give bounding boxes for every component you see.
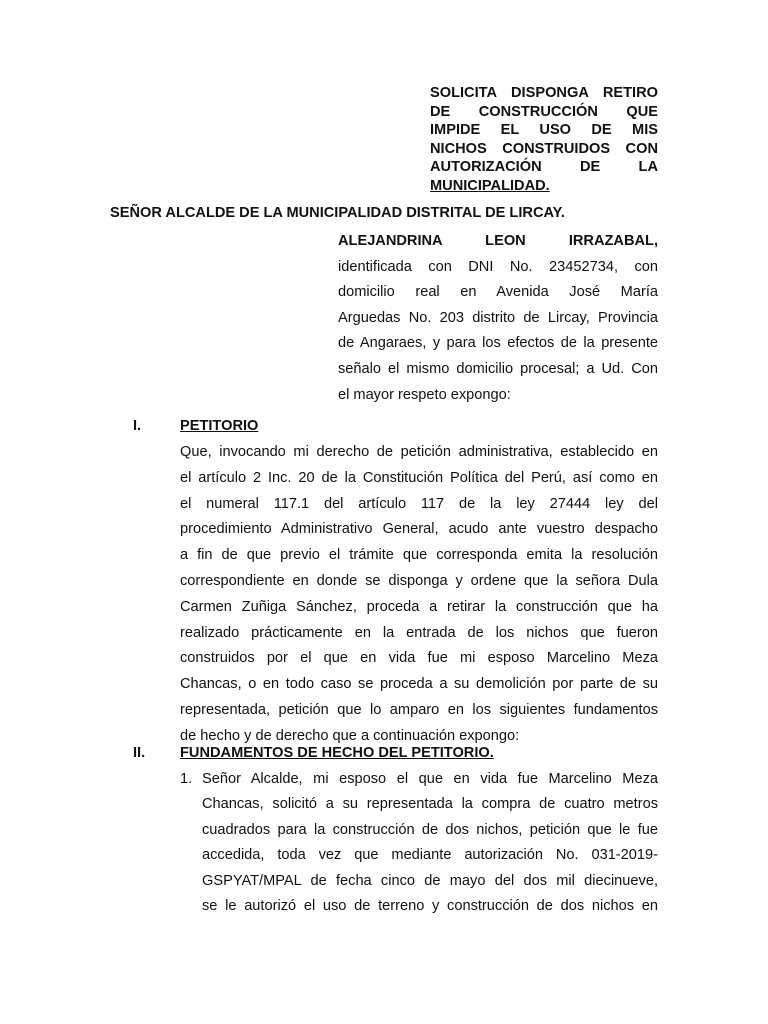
applicant-name: ALEJANDRINA LEON IRRAZABAL, (338, 233, 658, 249)
list-item-number: 1. (180, 771, 193, 787)
section-number: I. (133, 418, 142, 434)
paragraph-line: a fin de que previo el trámite que corresponda emita la resolución (180, 547, 658, 564)
document-subject (430, 84, 658, 196)
paragraph-line: Carmen Zuñiga Sánchez, proceda a retirar la construcción que ha (180, 598, 658, 615)
section-title: PETITORIO (180, 418, 259, 434)
subject-line: NICHOS CONSTRUIDOS CON (430, 140, 658, 157)
list-item-line: cuadrados para la construcción de dos nichos, petición que le fue (202, 821, 658, 838)
paragraph-line: procedimiento Administrativo General, acudo ante vuestro despacho (180, 521, 658, 538)
intro-line: domicilio real en Avenida José María (338, 284, 658, 301)
intro-line: identificada con DNI No. 23452734, con (338, 258, 658, 275)
intro-line: señalo el mismo domicilio procesal; a Ud. Con (338, 360, 658, 377)
intro-paragraph (338, 232, 658, 411)
intro-line: el mayor respeto expongo: (338, 386, 511, 403)
subject-line: AUTORIZACIÓN DE LA (430, 159, 658, 176)
petitorio-paragraph (180, 443, 658, 753)
paragraph-line: realizado prácticamente en la entrada de los nichos que fueron (180, 624, 658, 641)
paragraph-line: el numeral 117.1 del artículo 117 de la ley 27444 ley del (180, 495, 658, 512)
section-title: FUNDAMENTOS DE HECHO DEL PETITORIO. (180, 745, 494, 761)
paragraph-line: Que, invocando mi derecho de petición administrativa, establecido en (180, 444, 658, 460)
paragraph-line: el artículo 2 Inc. 20 de la Constitución Política del Perú, así como en (180, 469, 658, 486)
list-item-line: GSPYAT/MPAL de fecha cinco de mayo del dos mil diecinueve, (202, 872, 658, 889)
subject-line: IMPIDE EL USO DE MIS (430, 122, 658, 139)
paragraph-line: correspondiente en donde se disponga y ordene que la señora Dula (180, 572, 658, 589)
list-item-line: Chancas, solicitó a su representada la compra de cuatro metros (202, 796, 658, 813)
paragraph-line: construidos por el que en vida fue mi esposo Marcelino Meza (180, 650, 658, 667)
paragraph-line: representada, petición que lo amparo en los siguientes fundamentos (180, 701, 658, 718)
subject-line: MUNICIPALIDAD. (430, 177, 550, 194)
intro-line: de Angaraes, y para los efectos de la presente (338, 335, 658, 352)
section-number: II. (133, 745, 146, 761)
subject-line: SOLICITA DISPONGA RETIRO (430, 85, 658, 101)
list-item-text: Señor Alcalde, mi esposo el que en vida fue Marcelino Meza (202, 771, 658, 787)
paragraph-line: Chancas, o en todo caso se proceda a su demolición por parte de su (180, 676, 658, 693)
intro-line: Arguedas No. 203 distrito de Lircay, Provincia (338, 309, 658, 326)
addressee: SEÑOR ALCALDE DE LA MUNICIPALIDAD DISTRITAL DE LIRCAY. (110, 205, 565, 221)
subject-line: DE CONSTRUCCIÓN QUE (430, 103, 658, 120)
list-item-line: se le autorizó el uso de terreno y construcción de dos nichos en (202, 897, 658, 914)
list-item-line (180, 770, 658, 795)
list-item-line: accedida, toda vez que mediante autorización No. 031-2019- (202, 847, 658, 864)
list-item (180, 770, 658, 922)
paragraph-line: de hecho y de derecho que a continuación expongo: (180, 727, 520, 744)
